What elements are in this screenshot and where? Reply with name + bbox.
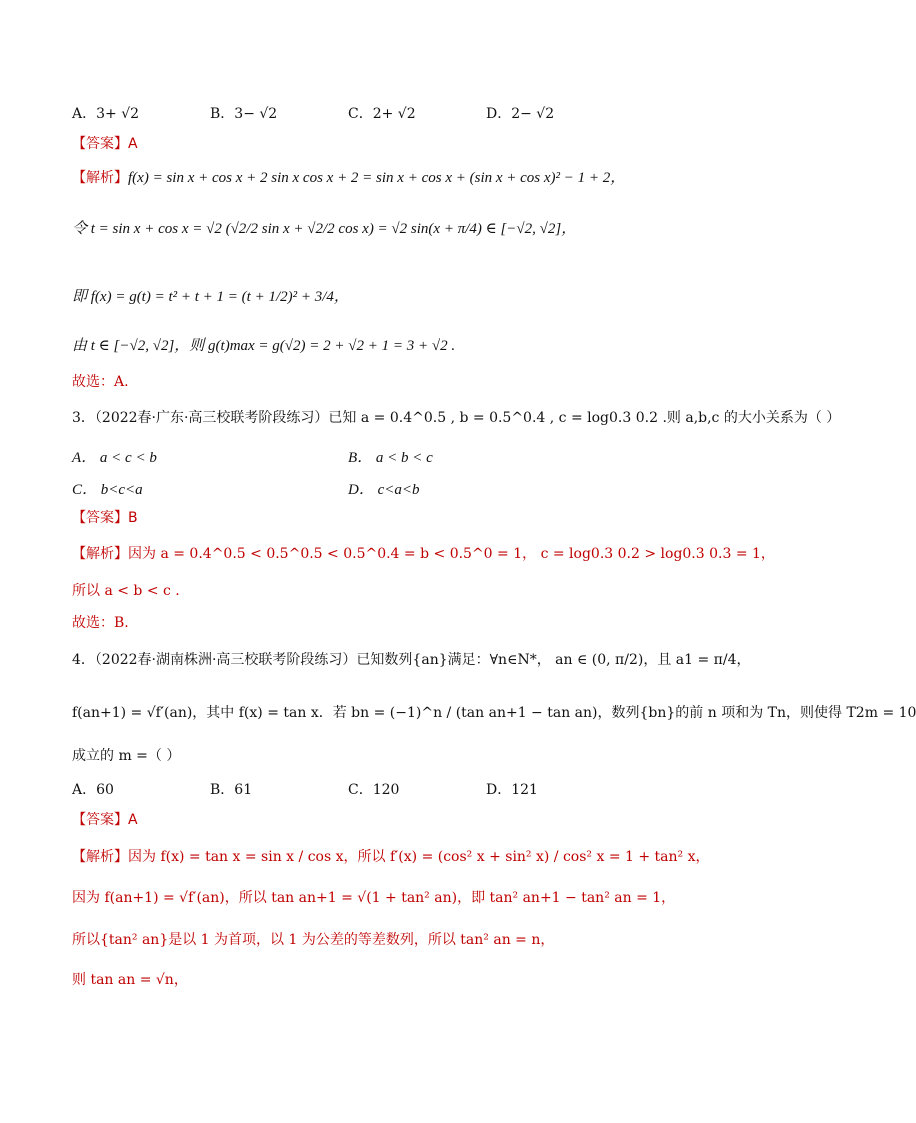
q4-stem-line-2: f(an+1) = √f′(an)，其中 f(x) = tan x．若 bn = (−1)^n / (tan an+1 − tan an)，数列{bn}的前 n 项和为 Tn，则使得 T2m = 10 xyxy=(72,705,916,721)
q3-choose: 故选：B. xyxy=(72,615,129,631)
q2-solution-tag: 【解析】 xyxy=(72,170,128,186)
q3-option-c: C． b<c<a xyxy=(72,482,143,498)
q3-solution-text-1: 因为 a = 0.4^0.5 < 0.5^0.5 < 0.5^0.4 = b < 0.5^0 = 1， c = log0.3 0.2 > log0.3 0.3 = 1， xyxy=(128,546,775,562)
q2-option-b: B．3− √2 xyxy=(210,106,278,122)
q2-solution-line-3: 即 f(x) = g(t) = t² + t + 1 = (t + 1/2)² + 3/4， xyxy=(72,289,349,305)
q3-answer: 【答案】B xyxy=(72,510,138,526)
q4-answer: 【答案】A xyxy=(72,812,138,828)
q4-solution-line-1 xyxy=(72,847,710,867)
q3-option-d: D． c<a<b xyxy=(348,482,420,498)
q2-solution-line-2: 令 t = sin x + cos x = √2 (√2/2 sin x + √2/2 cos x) = √2 sin(x + π/4) ∈ [−√2, √2]， xyxy=(72,221,577,237)
q4-option-a: A．60 xyxy=(72,782,114,798)
q2-option-d: D．2− √2 xyxy=(486,106,555,122)
q4-solution-tag: 【解析】 xyxy=(72,849,128,865)
q2-choose: 故选：A. xyxy=(72,374,129,390)
q2-answer: 【答案】A xyxy=(72,136,138,152)
q2-solution-text-1: f(x) = sin x + cos x + 2 sin x cos x + 2 = sin x + cos x + (sin x + cos x)² − 1 + 2， xyxy=(128,170,626,186)
q4-solution-line-3: 所以{tan² an}是以 1 为首项，以 1 为公差的等差数列，所以 tan² an = n， xyxy=(72,932,555,948)
q4-solution-line-4: 则 tan an = √n， xyxy=(72,972,188,988)
q3-stem: 3．（2022春·广东·高三校联考阶段练习）已知 a = 0.4^0.5 , b = 0.5^0.4 , c = log0.3 0.2 .则 a,b,c 的大小关系为（ ） xyxy=(72,410,841,426)
q2-solution-line-1 xyxy=(72,168,625,188)
q3-option-b: B． a < b < c xyxy=(348,450,433,466)
q4-option-d: D．121 xyxy=(486,782,538,798)
q3-solution-tag: 【解析】 xyxy=(72,546,128,562)
q2-option-a: A．3+ √2 xyxy=(72,106,140,122)
q4-stem-line-3: 成立的 m =（ ） xyxy=(72,748,181,764)
q3-solution-line-2: 所以 a < b < c . xyxy=(72,583,180,599)
q4-stem-line-1: 4．（2022春·湖南株洲·高三校联考阶段练习）已知数列{an}满足：∀n∈N*， an ∈ (0, π/2)，且 a1 = π/4， xyxy=(72,652,751,668)
q4-option-c: C．120 xyxy=(348,782,400,798)
q2-option-c: C．2+ √2 xyxy=(348,106,416,122)
q4-option-b: B．61 xyxy=(210,782,253,798)
q3-option-a: A． a < c < b xyxy=(72,450,157,466)
q3-solution-line-1 xyxy=(72,544,775,564)
q2-solution-line-4: 由 t ∈ [−√2, √2]，则 g(t)max = g(√2) = 2 + √2 + 1 = 3 + √2 . xyxy=(72,338,456,354)
q4-solution-text-1: 因为 f(x) = tan x = sin x / cos x，所以 f′(x) = (cos² x + sin² x) / cos² x = 1 + tan² x， xyxy=(128,849,710,865)
q4-solution-line-2: 因为 f(an+1) = √f′(an)，所以 tan an+1 = √(1 + tan² an)，即 tan² an+1 − tan² an = 1， xyxy=(72,890,676,906)
